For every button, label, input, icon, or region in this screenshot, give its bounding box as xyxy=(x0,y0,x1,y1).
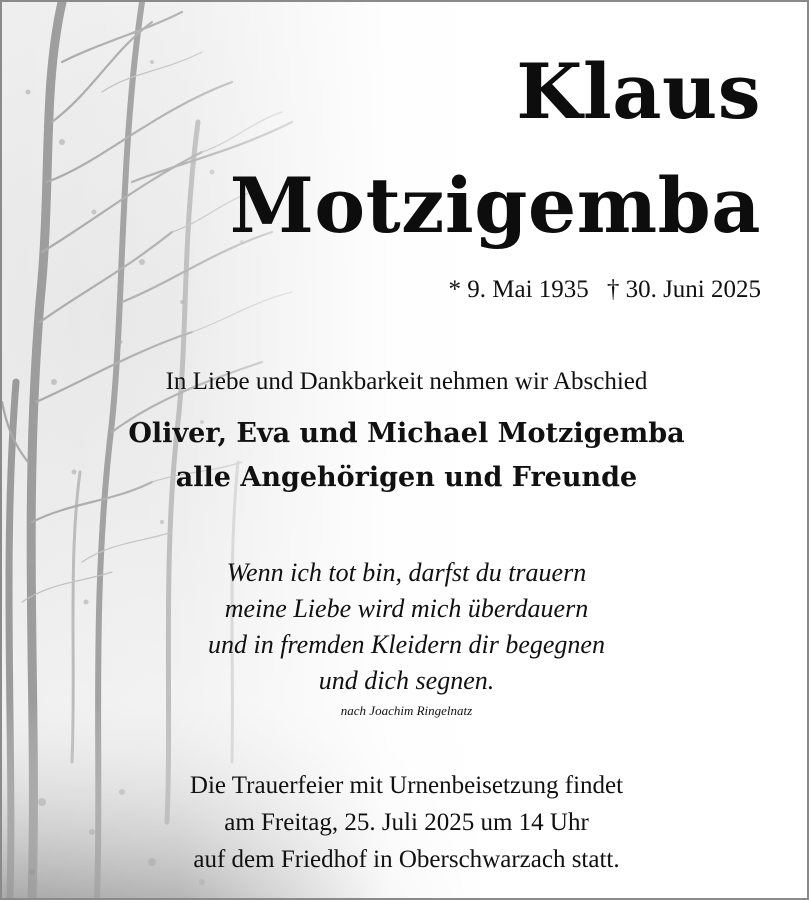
deceased-last-name: Motzigemba xyxy=(229,161,761,250)
poem-line: meine Liebe wird mich überdauern xyxy=(224,594,589,623)
poem-line: Wenn ich tot bin, darfst du trauern xyxy=(226,558,587,587)
poem-line: und dich segnen. xyxy=(318,666,495,695)
birth-date: * 9. Mai 1935 xyxy=(448,276,589,303)
service-info-line: am Freitag, 25. Juli 2025 um 14 Uhr xyxy=(224,809,589,836)
farewell-intro: In Liebe und Dankbarkeit nehmen wir Abschied xyxy=(165,368,648,395)
family-names: Oliver, Eva und Michael Motzigemba xyxy=(128,418,685,449)
service-info-line: Die Trauerfeier mit Urnenbeisetzung findet xyxy=(189,772,624,799)
death-date: † 30. Juni 2025 xyxy=(606,276,761,303)
poem-author: nach Joachim Ringelnatz xyxy=(340,703,473,718)
service-info-line: auf dem Friedhof in Oberschwarzach statt. xyxy=(193,846,620,873)
poem-line: und in fremden Kleidern dir begegnen xyxy=(208,630,605,659)
relatives-and-friends: alle Angehörigen und Freunde xyxy=(175,462,638,493)
life-dates xyxy=(449,276,761,304)
deceased-first-name: Klaus xyxy=(516,47,761,136)
